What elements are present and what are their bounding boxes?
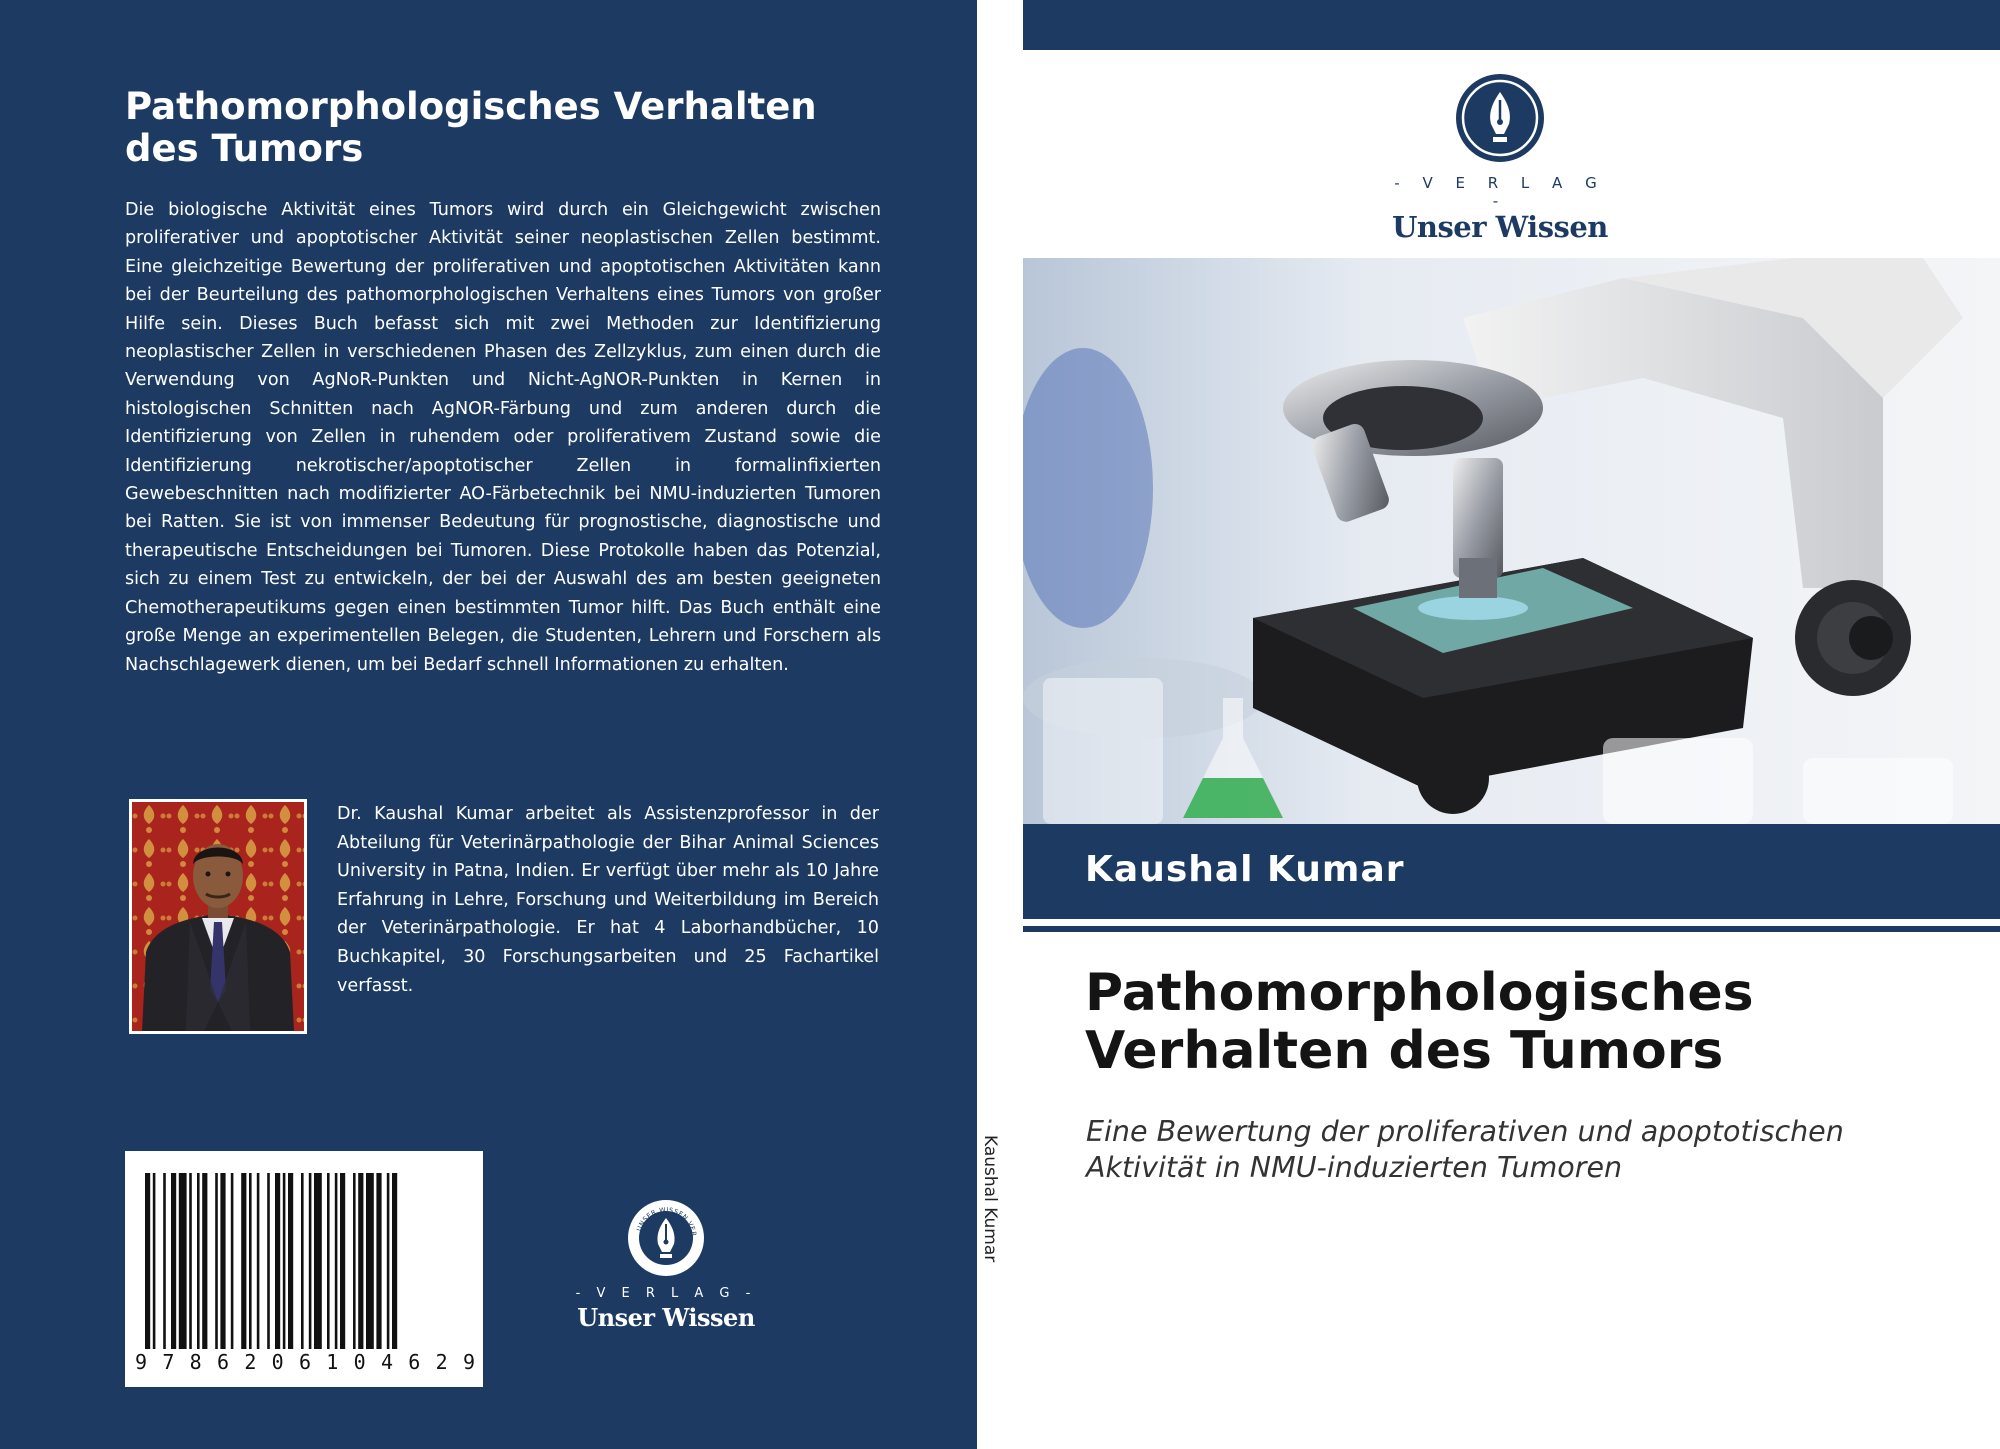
spine-author: Kaushal Kumar bbox=[980, 1135, 1000, 1263]
author-portrait-icon bbox=[132, 802, 304, 1031]
publisher-verlag-label: - V E R L A G - bbox=[575, 1286, 757, 1301]
cover-image bbox=[1023, 258, 2000, 824]
barcode-bar bbox=[283, 1173, 286, 1349]
barcode-bar bbox=[275, 1173, 280, 1349]
barcode-bar bbox=[288, 1173, 293, 1349]
barcode-bar bbox=[267, 1173, 270, 1349]
barcode-bar bbox=[340, 1173, 345, 1349]
fountain-pen-nib-icon bbox=[626, 1198, 706, 1278]
isbn-digit: 0 bbox=[271, 1350, 284, 1374]
isbn-barcode bbox=[125, 1151, 483, 1387]
isbn-digit: 9 bbox=[462, 1350, 475, 1374]
author-biography: Dr. Kaushal Kumar arbeitet als Assistenzprofessor in der Abteilung für Veterinärpathologie der Bihar Animal Sciences University in Patna, Indien. Er verfügt über mehr als 10 Jahre Erfahrung in Lehre, Forschung und Weiterbildung im Bereich der Veterinärpathologie. Er hat 4 Laborhandbücher, 10 Buchkapitel, 30 Forschungsarbeiten und 25 Fachartikel verfasst. bbox=[337, 804, 879, 996]
isbn-digit: 2 bbox=[244, 1350, 257, 1374]
isbn-digit: 0 bbox=[353, 1350, 366, 1374]
barcode-bar bbox=[179, 1173, 187, 1349]
book-description: Die biologische Aktivität eines Tumors wird durch ein Gleichgewicht zwischen proliferativer und apoptotischer Aktivität seiner neoplastischen Zellen bestimmt. Eine gleichzeitige Bewertung der proliferativen und apoptotischen Aktivitäten kann bei der Beurteilung des pathomorphologischen Verhaltens eines Tumors von großer Hilfe sein. Dieses Buch befasst sich mit zwei Methoden zur Identifizierung neoplastischer Zellen in verschiedenen Phasen des Zellzyklus, zum einen durch die Verwendung von AgNoR-Punkten und Nicht-AgNOR-Punkten in Kernen in histologischen Schnitten nach AgNOR-Färbung und zum anderen durch die Identifizierung von Zellen in ruhendem oder proliferativem Zustand sowie die Identifizierung nekrotischer/apoptotischer Zellen in formalinfixierten Gewebeschnitten nach modifizierter AO-Färbetechnik bei NMU-induzierten Tumoren bei Ratten. Sie ist von immenser Bedeutung für prognostische, diagnostische und therapeutische Entscheidungen bei Tumoren. Diese Protokolle haben das Potenzial, sich zu einem Test zu entwickeln, der bei der Auswahl des am besten geeigneten Chemotherapeutikums gegen einen bestimmten Tumor hilft. Das Buch enthält eine große Menge an experimentellen Belegen, die Studenten, Lehrern und Forschern als Nachschlagewerk dienen, um bei Bedarf schnell Informationen zu erhalten. bbox=[125, 200, 881, 675]
author-photo bbox=[129, 799, 307, 1034]
barcode-bar bbox=[257, 1173, 260, 1349]
barcode-bar bbox=[249, 1173, 252, 1349]
barcode-bar bbox=[220, 1173, 225, 1349]
microscope-photo bbox=[1023, 258, 2000, 824]
isbn-digit: 4 bbox=[380, 1350, 393, 1374]
cover-author-name: Kaushal Kumar bbox=[1085, 849, 1405, 890]
barcode-bar bbox=[309, 1173, 312, 1349]
barcode-bar bbox=[327, 1173, 330, 1349]
barcode-bar bbox=[202, 1173, 207, 1349]
publisher-name: Unser Wissen bbox=[1392, 210, 1608, 244]
barcode-bar bbox=[335, 1173, 338, 1349]
barcode-icon bbox=[145, 1173, 463, 1349]
barcode-bar bbox=[314, 1173, 322, 1349]
barcode-bar bbox=[366, 1173, 374, 1349]
isbn-digit: 7 bbox=[162, 1350, 175, 1374]
barcode-bar bbox=[376, 1173, 381, 1349]
publisher-name: Unser Wissen bbox=[577, 1303, 755, 1332]
author-band bbox=[1023, 824, 2000, 919]
isbn-digit: 6 bbox=[216, 1350, 230, 1374]
barcode-bar bbox=[241, 1173, 246, 1349]
barcode-bar bbox=[387, 1173, 390, 1349]
publisher-verlag-label: - V E R L A G - bbox=[1394, 174, 1606, 210]
isbn-digit: 6 bbox=[298, 1350, 312, 1374]
book-title: Pathomorphologisches Verhalten des Tumors bbox=[1085, 963, 1754, 1081]
fountain-pen-nib-icon bbox=[1454, 72, 1546, 164]
back-cover bbox=[0, 0, 977, 1449]
divider bbox=[1023, 926, 2000, 932]
seal-ring-text: UNSER WISSEN VER bbox=[635, 1205, 699, 1238]
barcode-bar bbox=[153, 1173, 156, 1349]
front-top-band bbox=[1023, 0, 2000, 50]
barcode-bar bbox=[392, 1173, 397, 1349]
barcode-bar bbox=[353, 1173, 356, 1349]
barcode-bar bbox=[171, 1173, 176, 1349]
book-subtitle: Eine Bewertung der proliferativen und apoptotischen Aktivität in NMU-induzierten Tumoren bbox=[1086, 1115, 1844, 1184]
barcode-bar bbox=[197, 1173, 200, 1349]
barcode-bar bbox=[145, 1173, 150, 1349]
publisher-logo-back bbox=[566, 1198, 766, 1332]
barcode-bar bbox=[231, 1173, 234, 1349]
isbn-digit: 6 bbox=[408, 1350, 421, 1374]
barcode-bar bbox=[301, 1173, 304, 1349]
isbn-digit: 8 bbox=[189, 1350, 202, 1374]
isbn-digit: 9 bbox=[135, 1350, 148, 1374]
barcode-bar bbox=[163, 1173, 166, 1349]
isbn-number bbox=[135, 1350, 475, 1374]
barcode-bar bbox=[358, 1173, 363, 1349]
barcode-bar bbox=[215, 1173, 218, 1349]
barcode-bar bbox=[189, 1173, 192, 1349]
publisher-logo-front bbox=[1390, 72, 1610, 244]
isbn-digit: 1 bbox=[326, 1350, 339, 1374]
isbn-digit: 2 bbox=[435, 1350, 448, 1374]
back-cover-title: Pathomorphologisches Verhalten des Tumors bbox=[125, 85, 817, 170]
